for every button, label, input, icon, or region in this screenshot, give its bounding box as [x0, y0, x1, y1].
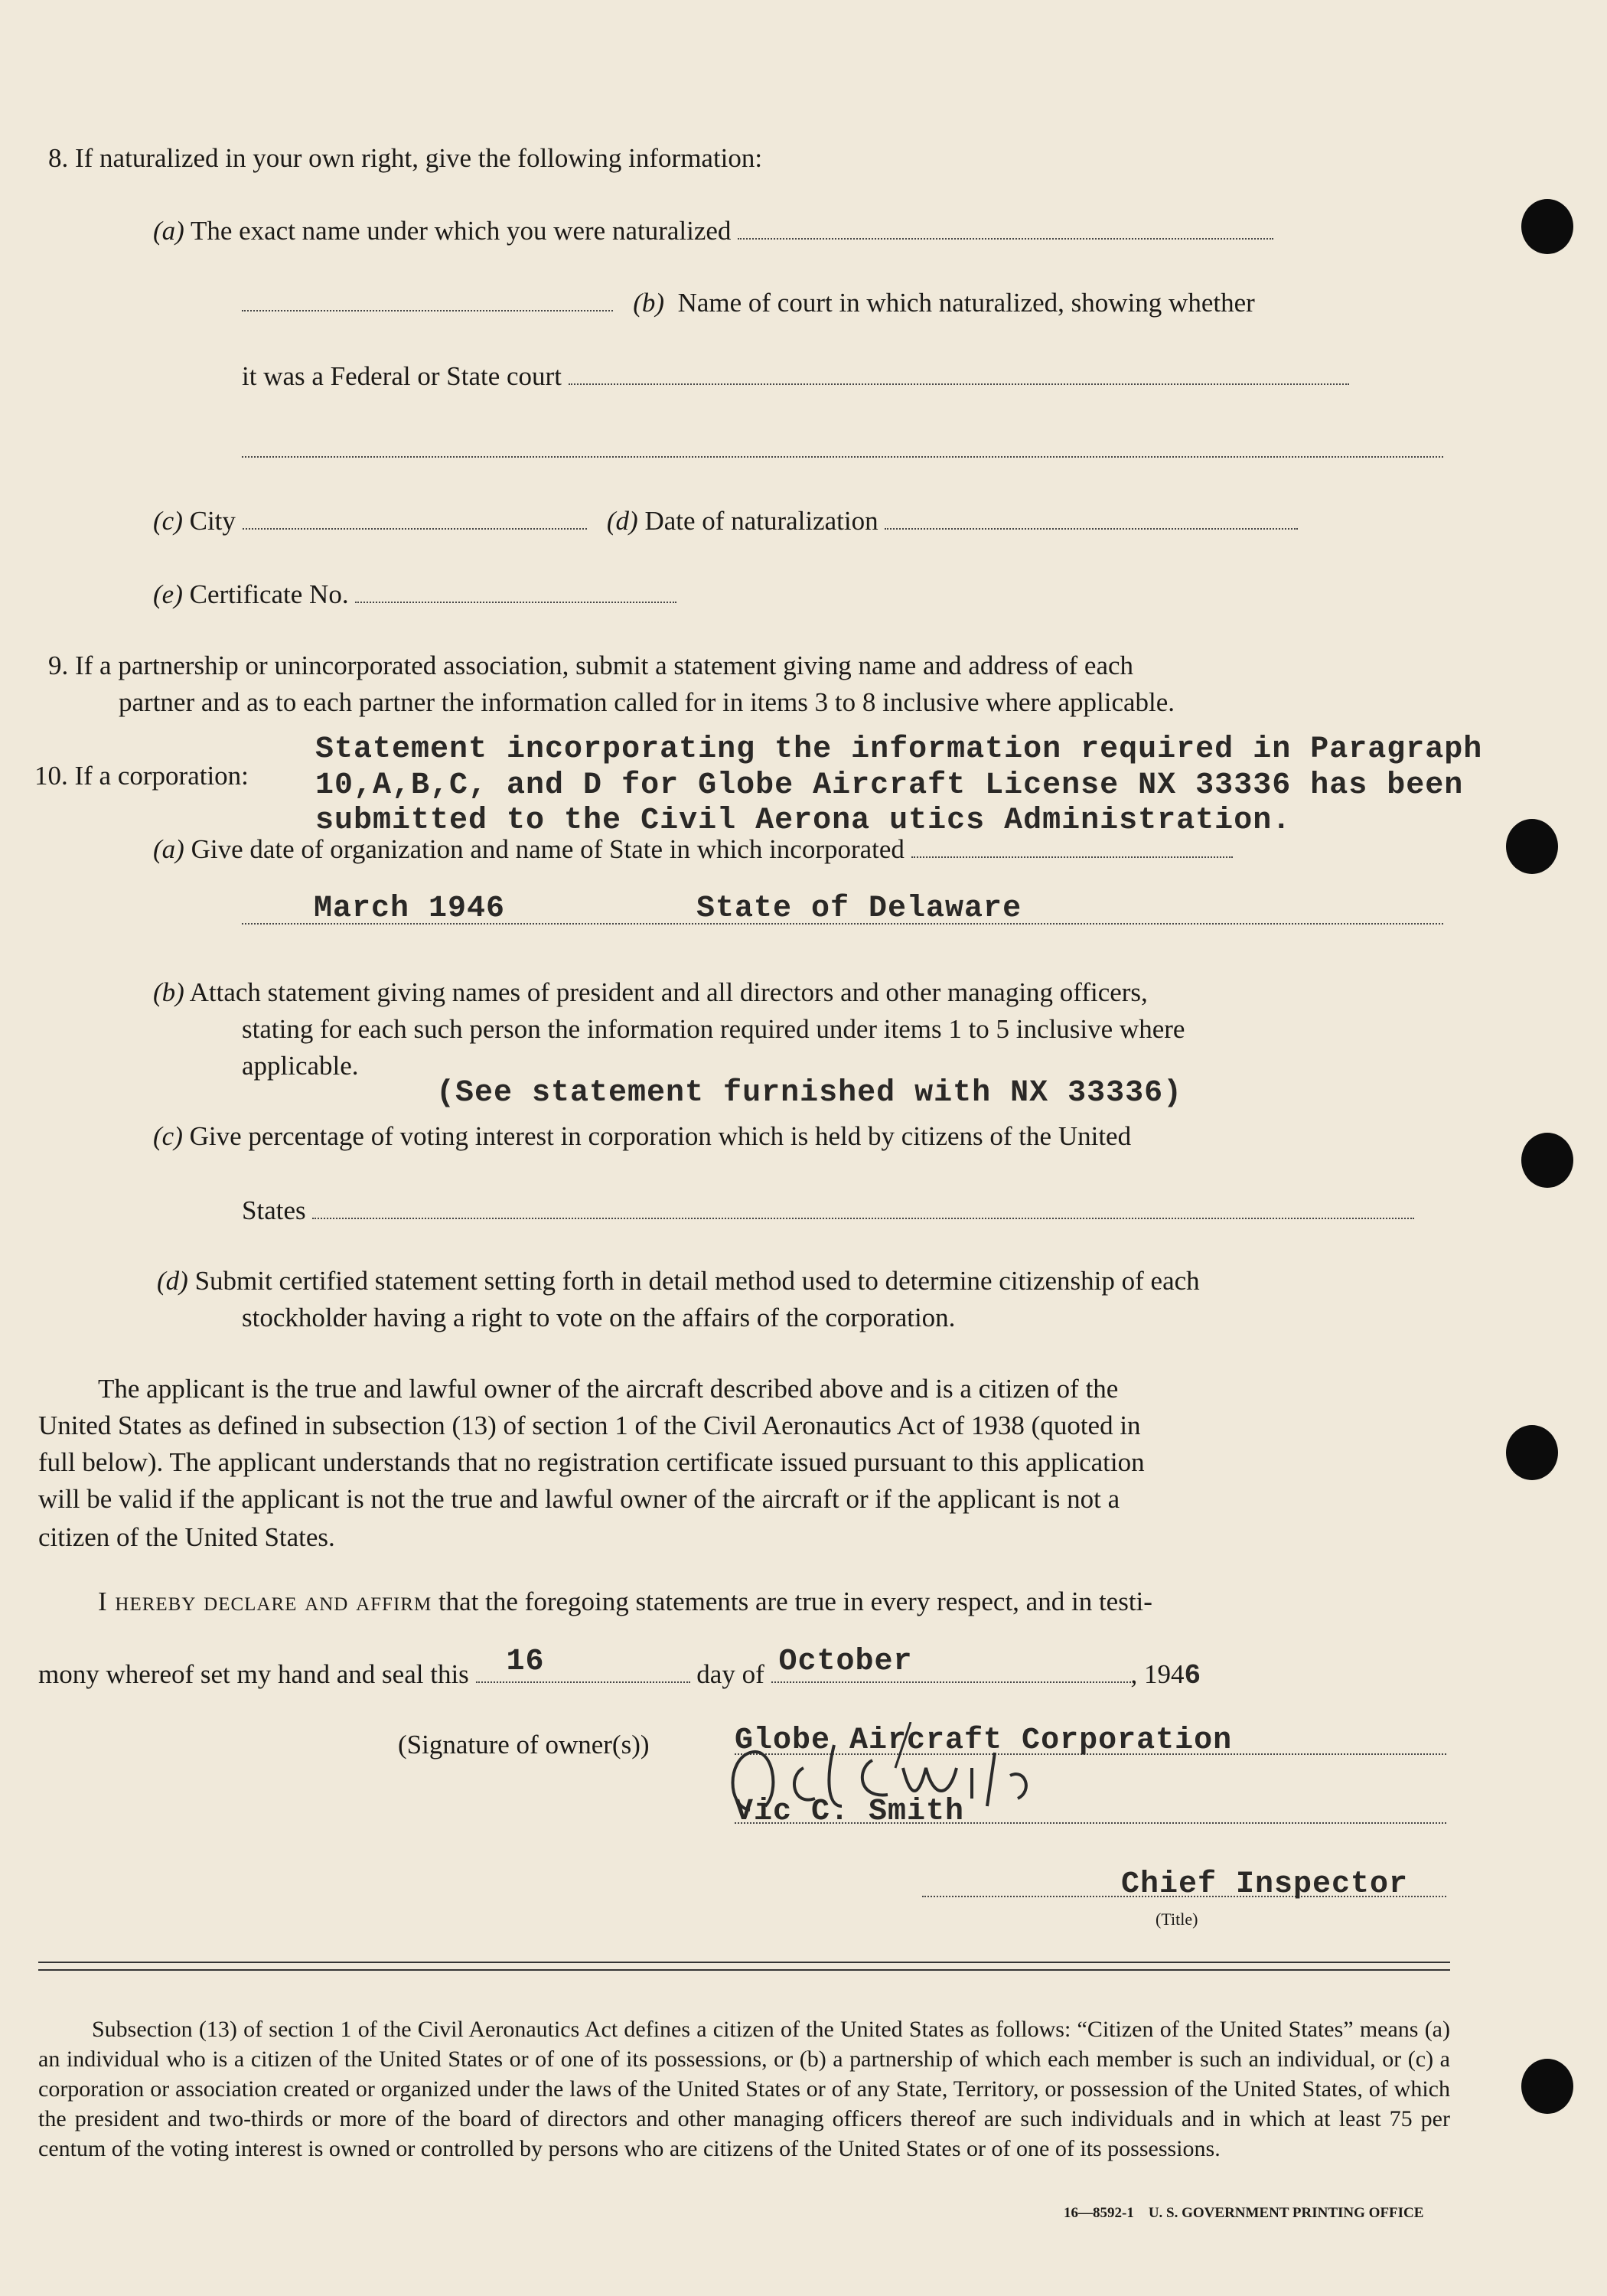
item8b	[242, 288, 1255, 318]
printer-imprint: U. S. GOVERNMENT PRINTING OFFICE	[1148, 2205, 1424, 2221]
organization-field[interactable]	[911, 835, 1233, 858]
label-c: (c)	[153, 506, 183, 536]
affirm-text2: mony whereof set my hand and seal this	[38, 1659, 469, 1689]
label-e: (e)	[153, 579, 183, 609]
naturalized-name-field[interactable]	[738, 217, 1273, 240]
label-d: (d)	[157, 1266, 188, 1296]
typed-signer-name: Vic C. Smith	[735, 1795, 965, 1829]
item8b-cont	[242, 361, 1349, 392]
punch-hole	[1521, 199, 1573, 254]
declaration-line: will be valid if the applicant is not the true and lawful owner of the aircraft or if the applicant is not a	[38, 1484, 1120, 1514]
item10a	[153, 834, 1233, 865]
naturalization-date-field[interactable]	[885, 507, 1298, 530]
typed-organization-date: March 1946	[314, 892, 506, 926]
punch-hole	[1521, 1133, 1573, 1188]
item8b-text2: it was a Federal or State court	[242, 361, 562, 391]
label-c: (c)	[153, 1121, 183, 1151]
item8e	[153, 579, 676, 610]
declaration-line: The applicant is the true and lawful owner of the aircraft described above and is a citizen of the	[98, 1374, 1119, 1404]
certificate-label: Certificate No.	[189, 579, 349, 609]
item9-line1: 9. If a partnership or unincorporated association, submit a statement giving name and address of each	[48, 651, 1134, 680]
item8c	[153, 506, 1298, 536]
signature-label: (Signature of owner(s))	[398, 1730, 650, 1760]
label-a: (a)	[153, 216, 184, 246]
declaration-line: United States as defined in subsection (13) of section 1 of the Civil Aeronautics Act of 1938 (quoted in	[38, 1411, 1141, 1440]
year-prefix: , 194	[1130, 1659, 1185, 1689]
divider	[38, 1969, 1450, 1971]
punch-hole	[1521, 2059, 1573, 2114]
punch-hole	[1506, 819, 1558, 874]
day-of-label: day of	[696, 1659, 764, 1689]
affirm-line2	[38, 1645, 1202, 1694]
affirm-heading: I hereby declare and affirm	[98, 1587, 432, 1616]
voting-interest-field[interactable]	[312, 1196, 1414, 1219]
city-label: City	[189, 506, 236, 536]
item10d	[157, 1266, 1200, 1296]
naturalization-date-label: Date of naturalization	[644, 506, 878, 536]
typed-statement-line: Statement incorporating the information required in Paragraph	[315, 732, 1483, 767]
item10d-text: stockholder having a right to vote on the affairs of the corporation.	[242, 1303, 956, 1332]
item8a-text: The exact name under which you were naturalized	[190, 216, 732, 246]
declaration-line: citizen of the United States.	[38, 1522, 335, 1552]
naturalized-name-field-cont[interactable]	[242, 289, 613, 311]
item10d-text: Submit certified statement setting forth in detail method used to determine citizenship of each	[194, 1266, 1200, 1296]
item9-line2: partner and as to each partner the information called for in items 3 to 8 inclusive where applicable.	[119, 687, 1175, 717]
typed-day: 16	[506, 1645, 545, 1679]
label-b: (b)	[153, 977, 184, 1007]
item10b-text: Attach statement giving names of president and all directors and other managing officers,	[189, 977, 1148, 1007]
typed-company: Globe Aircraft Corporation	[735, 1724, 1233, 1758]
day-field[interactable]	[476, 1645, 690, 1683]
title-label: (Title)	[1156, 1910, 1198, 1929]
item10a-text: Give date of organization and name of State in which incorporated	[191, 834, 905, 864]
item10c-text: Give percentage of voting interest in corporation which is held by citizens of the United	[189, 1121, 1132, 1151]
footer-imprint	[1064, 2198, 1423, 2229]
typed-statement-line: 10,A,B,C, and D for Globe Aircraft License NX 33336 has been	[315, 768, 1464, 803]
typed-month: October	[778, 1645, 913, 1679]
item8b-text: Name of court in which naturalized, showing whether	[677, 288, 1255, 318]
item8a	[153, 216, 1273, 246]
form-number: 16—8592-1	[1064, 2205, 1134, 2221]
item10b	[153, 977, 1148, 1008]
item8-heading: 8. If naturalized in your own right, give the following information:	[48, 143, 763, 173]
typed-year-digit: 6	[1184, 1660, 1202, 1691]
typed-state: State of Delaware	[696, 892, 1022, 926]
item10c-cont	[242, 1195, 1414, 1226]
city-field[interactable]	[243, 507, 587, 530]
states-label: States	[242, 1195, 306, 1225]
court-field[interactable]	[569, 362, 1349, 385]
typed-see-statement: (See statement furnished with NX 33336)	[436, 1076, 1183, 1110]
footer-citizen-definition: Subsection (13) of section 1 of the Civil Aeronautics Act defines a citizen of the United States as follows: “Citizen of the United States” means (a) an individual who is a citizen of the United States or of one of its possessions, or (b) a partnership of which each member is such an individual, or (c) a corporation or association created or organized under the laws of the United States or of any State, Territory, or possession of the United States, of which the president and two-thirds or more of the board of directors and other managing officers thereof are such individuals and in which at least 75 per centum of the voting interest is owned or controlled by persons who are citizens of the United States or of one of its possessions.	[38, 2017, 1450, 2161]
item10c	[153, 1121, 1131, 1152]
typed-title: Chief Inspector	[1121, 1867, 1409, 1902]
month-field[interactable]	[771, 1645, 1131, 1683]
affirm-text: that the foregoing statements are true in every respect, and in testi-	[438, 1587, 1152, 1616]
item10-heading: 10. If a corporation:	[34, 761, 249, 791]
label-a: (a)	[153, 834, 184, 864]
item10b-text: stating for each such person the information required under items 1 to 5 inclusive where	[242, 1014, 1185, 1044]
court-field-cont[interactable]	[242, 435, 1443, 458]
label-b: (b)	[633, 288, 665, 318]
punch-hole	[1506, 1425, 1558, 1480]
divider	[38, 1962, 1450, 1963]
typed-statement-line: submitted to the Civil Aerona utics Administration.	[315, 804, 1292, 838]
label-d: (d)	[606, 506, 638, 536]
affirm-line	[98, 1587, 1152, 1617]
declaration-line: full below). The applicant understands that no registration certificate issued pursuant to this application	[38, 1447, 1145, 1477]
certificate-field[interactable]	[355, 580, 676, 603]
item10b-text: applicable.	[242, 1051, 359, 1081]
